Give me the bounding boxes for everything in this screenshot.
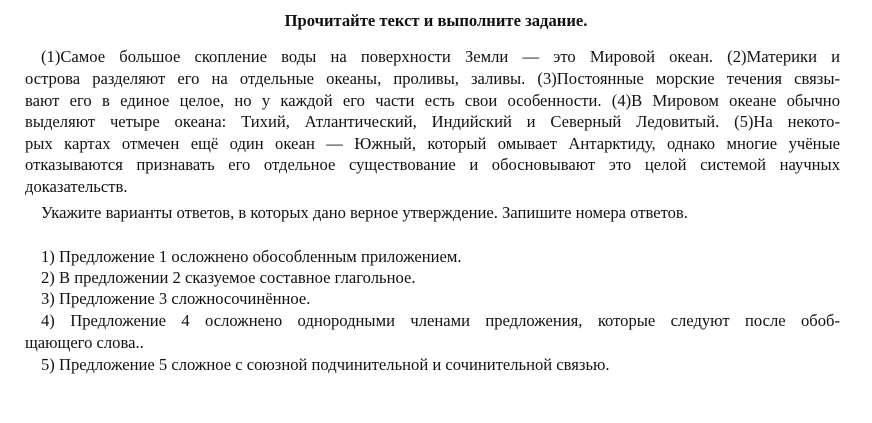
option-1: 1) Предложение 1 осложнено обособленным приложением. (41, 247, 462, 266)
passage-line: рых картах отмечен ещё один океан — Южный, который омывает Антарктиду, однако многие учёные (25, 134, 840, 153)
option-4-continuation: щающего слова.. (25, 333, 144, 352)
passage-line: доказательств. (25, 177, 128, 196)
passage-line: (1)Самое большое скопление воды на поверхности Земли — это Мировой океан. (2)Материки и (41, 47, 840, 66)
instruction: Укажите варианты ответов, в которых дано верное утверждение. Запишите номера ответов. (41, 203, 688, 222)
passage-line: острова разделяют его на отдельные океаны, проливы, заливы. (3)Постоянные морские течения связы- (25, 69, 840, 88)
option-5: 5) Предложение 5 сложное с союзной подчинительной и сочинительной связью. (41, 355, 610, 374)
option-3: 3) Предложение 3 сложносочинённое. (41, 289, 311, 308)
passage-line: отказываются признавать его отдельное существование и обосновывают это целой системой научных (25, 155, 840, 174)
option-4: 4) Предложение 4 осложнено однородными членами предложения, которые следуют после обоб- (41, 311, 840, 330)
passage-line: выделяют четыре океана: Тихий, Атлантический, Индийский и Северный Ледовитый. (5)На некото- (25, 112, 840, 131)
option-2: 2) В предложении 2 сказуемое составное глагольное. (41, 268, 416, 287)
task-title: Прочитайте текст и выполните задание. (284, 11, 588, 30)
passage-line: вают его в единое целое, но у каждой его части есть свои особенности. (4)В Мировом океане обычно (25, 91, 840, 110)
